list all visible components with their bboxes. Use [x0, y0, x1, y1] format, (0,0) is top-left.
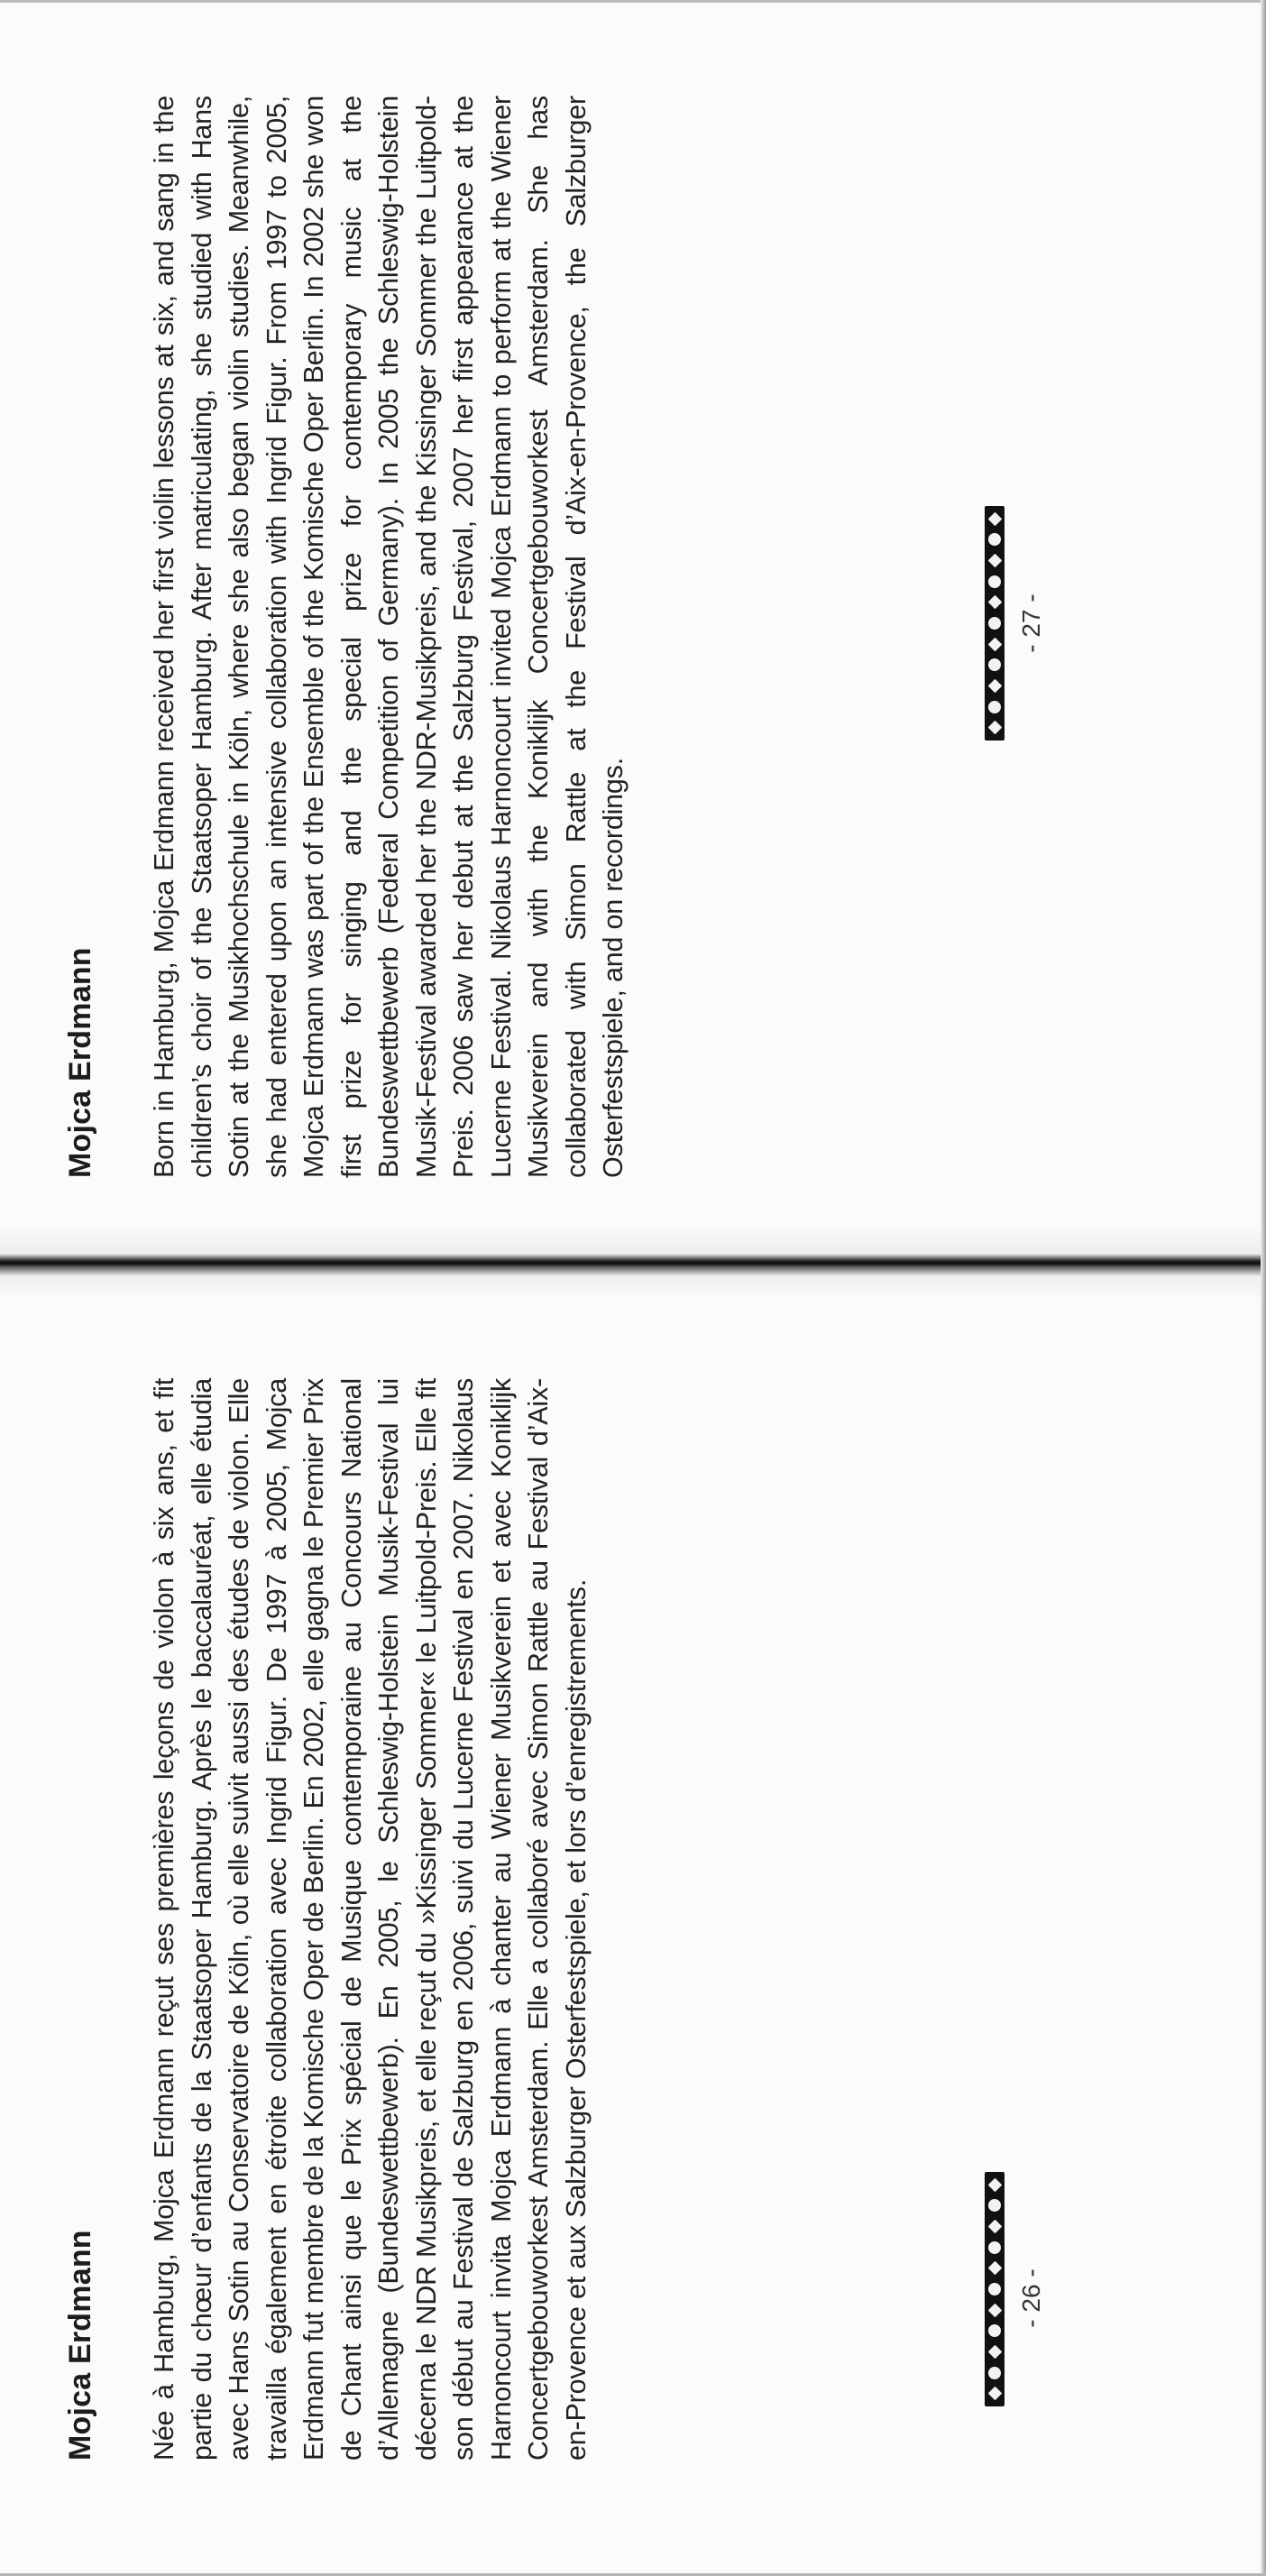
decorative-border-icon [985, 2172, 1005, 2406]
scan-top-edge [0, 0, 1266, 3]
scan-right-edge [1261, 0, 1266, 2576]
page-left-heading: Mojca Erdmann [63, 2230, 97, 2461]
page-right [63, 60, 1064, 1178]
page-right-heading: Mojca Erdmann [63, 947, 97, 1178]
page-number-left: - 26 - [1017, 2268, 1045, 2328]
page-left-body: Née à Hamburg, Mojca Erdmann reçut ses premières leçons de violon à six ans, et fit partie du chœur d’enfants de la Staatsoper Hamburg. Après le baccalauréat, elle étudia avec Hans Sotin au Conservatoire de Köln, où elle suivit aussi des études de violon. Elle travailla également en étroite collaboration avec Ingrid Figur. De 1997 à 2005, Mojca Erdmann fut membre de la Komische Oper de Berlin. En 2002, elle gagna le Premier Prix de Chant ainsi que le Prix spécial de Musique contemporaine au Concours National d’Allemagne (Bundeswettbewerb). En 2005, le Schleswig-Holstein Musik-Festival lui décerna le NDR Musikpreis, et elle reçut du »Kissinger Sommer« le Luitpold-Preis. Elle fit son début au Festival de Salzburg en 2006, suivi du Lucerne Festival en 2007. Nikolaus Harnoncourt invita Mojca Erdmann à chanter au Wiener Musikverein et avec Koniklijk Concertgebouworkest Amsterdam. Elle a collaboré avec Simon Rattle au Festival d’Aix-en-Provence et aux Salzburger Osterfestspiele, et lors d’enregistrements. [149, 1378, 592, 2461]
page-left [63, 1342, 1064, 2461]
page-right-body: Born in Hamburg, Mojca Erdmann received her first violin lessons at six, and sang in the children’s choir of the Staatsoper Hamburg. After matriculating, she studied with Hans Sotin at the Musikhochschule in Köln, where she also began violin studies. Meanwhile, she had entered upon an intensive collaboration with Ingrid Figur. From 1997 to 2005, Mojca Erdmann was part of the Ensemble of the Komische Oper Berlin. In 2002 she won first prize for singing and the special prize for contemporary music at the Bundeswettbewerb (Federal Competition of Germany). In 2005 the Schleswig-Holstein Musik-Festival awarded her the NDR-Musikpreis, and the Kissinger Sommer the Luitpold-Preis. 2006 saw her debut at the Salzburg Festival, 2007 her first appearance at the Lucerne Festival. Nikolaus Harnoncourt invited Mojca Erdmann to perform at the Wiener Musikverein and with the Koniklijk Concertgebouworkest Amsterdam. She has collaborated with Simon Rattle at the Festival d’Aix-en-Provence, the Salzburger Osterfestspiele, and on recordings. [149, 96, 628, 1178]
booklet-spine [0, 1227, 1266, 1299]
page-number-right: - 27 - [1017, 593, 1045, 653]
decorative-border-icon [985, 506, 1005, 741]
